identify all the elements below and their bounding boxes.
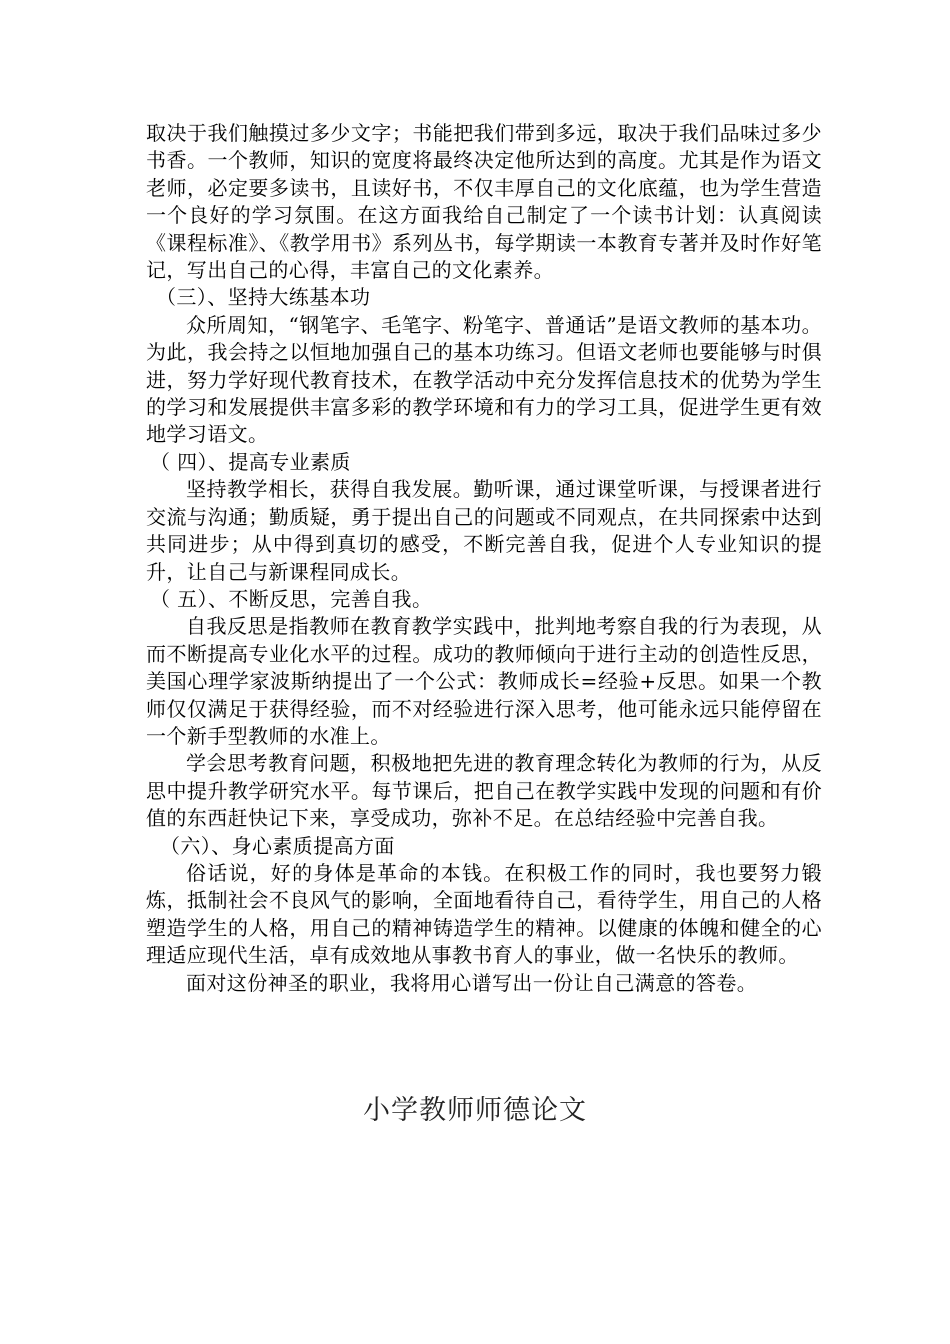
paragraph-professional-quality: 坚持教学相长，获得自我发展。勤听课，通过课堂听课，与授课者进行交流与沟通；勤质疑，勇于提出自己的问题或不同观点，在共同探索中达到共同进步；从中得到真切的感受，不断完善自我，促进个人专业知识的提升，让自己与新课程同成长。 (146, 477, 822, 584)
section-heading-4: （ 四）、提高专业素质 (150, 449, 351, 474)
paragraph-reflection-b: 学会思考教育问题，积极地把先进的教育理念转化为教师的行为，从反思中提升教学研究水平。每节课后，把自己在教学实践中发现的问题和有价值的东西赶快记下来，享受成功，弥补不足。在总结经验中完善自我。 (146, 751, 822, 831)
paragraph-intro: 取决于我们触摸过多少文字；书能把我们带到多远，取决于我们品味过多少书香。一个教师，知识的宽度将最终决定他所达到的高度。尤其是作为语文老师，必定要多读书，且读好书，不仅丰厚自己的文化底蕴，也为学生营造一个良好的学习氛围。在这方面我给自己制定了一个读书计划：认真阅读《课程标准》、《教学用书》系列丛书，每学期读一本教育专著并及时作好笔记，写出自己的心得，丰富自己的文化素养。 (146, 121, 822, 283)
paragraph-health: 俗话说，好的身体是革命的本钱。在积极工作的同时，我也要努力锻炼，抵制社会不良风气的影响，全面地看待自己，看待学生，用自己的人格塑造学生的人格，用自己的精神铸造学生的精神。以健康的体魄和健全的心理适应现代生活，卓有成效地从事教书育人的事业，做一名快乐的教师。 (146, 860, 822, 968)
document-body (146, 120, 822, 997)
section-heading-3: （三）、坚持大练基本功 (156, 285, 371, 310)
paragraph-closing: 面对这份神圣的职业，我将用心谱写出一份让自己满意的答卷。 (186, 970, 758, 995)
paragraph-basic-skills: 众所周知，“钢笔字、毛笔字、粉笔字、普通话”是语文教师的基本功。为此，我会持之以恒地加强自己的基本功练习。但语文老师也要能够与时俱进，努力学好现代教育技术，在教学活动中充分发挥信息技术的优势为学生的学习和发展提供丰富多彩的教学环境和有力的学习工具，促进学生更有效地学习语文。 (146, 312, 822, 447)
document-title: 小学教师师德论文 (363, 1095, 587, 1126)
section-heading-6: （六）、身心素质提高方面 (160, 833, 395, 858)
paragraph-reflection-a: 自我反思是指教师在教育教学实践中，批判地考察自我的行为表现，从而不断提高专业化水平的过程。成功的教师倾向于进行主动的创造性反思，美国心理学家波斯纳提出了一个公式：教师成长=经验+反思。如果一个教师仅仅满足于获得经验，而不对经验进行深入思考，他可能永远只能停留在一个新手型教师的水准上。 (146, 614, 822, 748)
section-heading-5: （ 五）、不断反思，完善自我。 (150, 586, 433, 611)
